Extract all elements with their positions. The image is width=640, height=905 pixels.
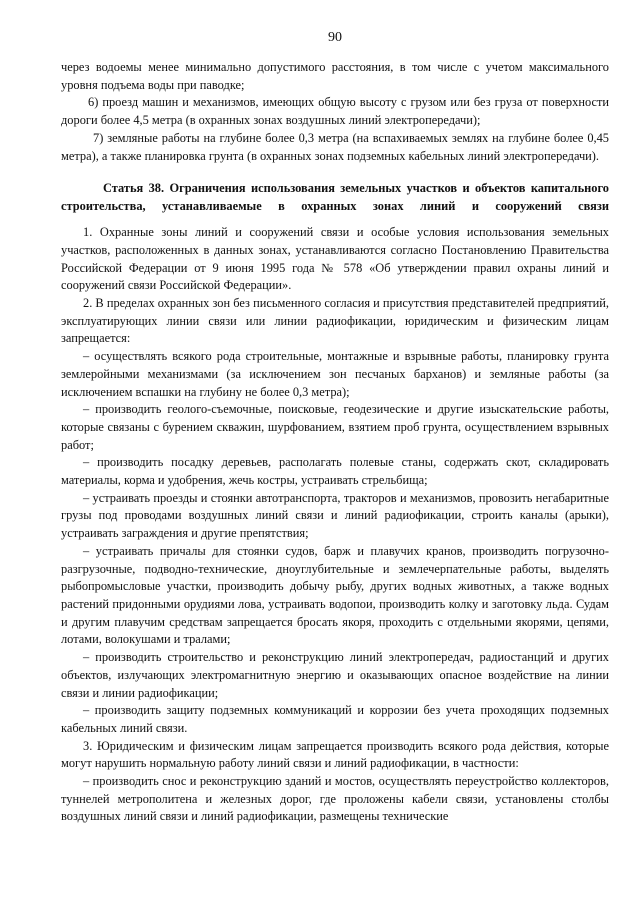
page-number: 90 <box>328 30 342 45</box>
paragraph-item-7: 7) земляные работы на глубине более 0,3 метра (на вспахиваемых землях на глубине более 0,45 метра), а также планировка грунта (в охранных зонах подземных кабельных линий электропередачи). <box>61 130 609 163</box>
clause-3-item: – производить снос и реконструкцию зданий и мостов, осуществлять переустройство коллекторов, туннелей метрополитена и железных дорог, где проложены кабели связи, установлены столбы воздушных линий связи и линий радиофикации, размещены технические <box>61 774 609 824</box>
paragraph-item-6: 6) проезд машин и механизмов, имеющих общую высоту с грузом или без груза от поверхности дороги более 4,5 метра (в охранных зонах воздушных линий электропередачи); <box>61 95 609 128</box>
paragraph-continuation: через водоемы менее минимально допустимого расстояния, в том числе с учетом максимального уровня подъема воды при паводке; <box>61 60 609 92</box>
clause-2-item: – осуществлять всякого рода строительные, монтажные и взрывные работы, планировку грунта землеройными механизмами (за исключением зон песчаных барханов) и земляные работы (за исключением вспашки на глубину не более 0,3 метра); <box>61 349 609 399</box>
clause-2: 2. В пределах охранных зон без письменного согласия и присутствия представителей предприятий, эксплуатирующих линии связи или линии радиофикации, юридическим и физическим лицам запрещается: <box>61 296 609 346</box>
clause-2-item: – производить строительство и реконструкцию линий электропередач, радиостанций и других объектов, излучающих электромагнитную энергию и оказывающих опасное воздействие на линии связи и линии радиофикации; <box>61 650 609 700</box>
clause-2-item: – производить посадку деревьев, располагать полевые станы, содержать скот, складировать материалы, корма и удобрения, жечь костры, устраивать стрельбища; <box>61 455 609 488</box>
article-heading: Статья 38. Ограничения использования земельных участков и объектов капитального строительства, устанавливаемые в охранных зонах линий и сооружений связи <box>61 181 609 214</box>
clause-2-item: – производить защиту подземных коммуникаций и коррозии без учета проходящих подземных кабельных линий связи. <box>61 703 609 735</box>
clause-2-item: – устраивать проезды и стоянки автотранспорта, тракторов и механизмов, провозить негабаритные грузы под проводами воздушных линий связи и линий радиофикации, строить каналы (арыки), устраивать заграждения и другие препятствия; <box>61 490 609 541</box>
clause-2-item: – устраивать причалы для стоянки судов, барж и плавучих кранов, производить погрузочно-разгрузочные, подводно-технические, дноуглубительные и землечерпательные работы, выделять рыбопромысловые участки, производить добычу рыбу, других водных животных, а также водных растений придонными орудиями лова, устраивать водопои, производить колку и заготовку льда. Судам и другим плавучим средствам запрещается бросать якоря, проходить с отдельными якорями, цепями, лотами, волокушами и тралами; <box>61 543 609 647</box>
clause-3: 3. Юридическим и физическим лицам запрещается производить всякого рода действия, которые могут нарушить нормальную работу линий связи и линий радиофикации, в частности: <box>61 738 609 771</box>
clause-2-item: – производить геолого-съемочные, поисковые, геодезические и другие изыскательские работы, которые связаны с бурением скважин, шурфованием, взятием проб грунта, осуществлением взрывных работ; <box>61 402 609 452</box>
clause-1: 1. Охранные зоны линий и сооружений связи и особые условия использования земельных участков, расположенных в данных зонах, устанавливаются согласно Постановлению Правительства Российской Федерации от 9 июня 1995 года № 578 «Об утверждении правил охраны линий и сооружений связи Российской Федерации». <box>61 225 609 293</box>
